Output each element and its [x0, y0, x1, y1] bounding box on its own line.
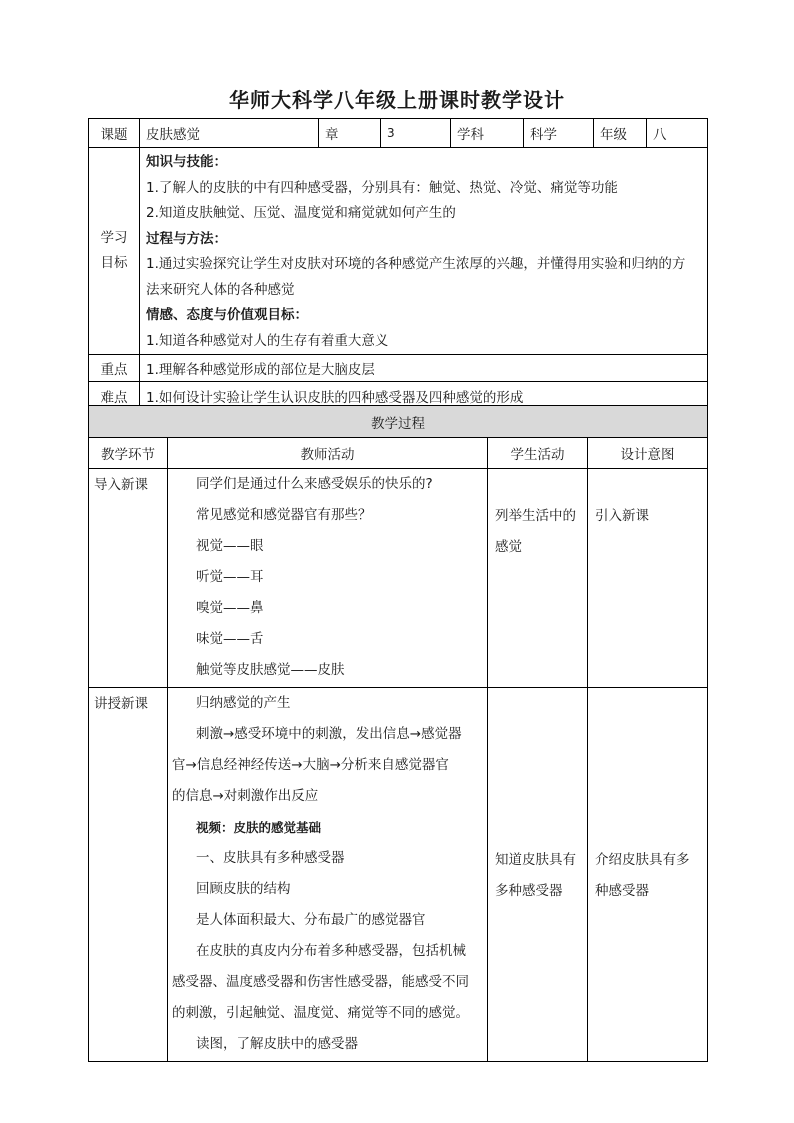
teaching-process-table	[88, 405, 708, 1062]
knowledge-heading: 知识与技能：	[146, 154, 227, 170]
lecture-line: 一、皮肤具有多种感受器	[196, 850, 345, 866]
col-student-header: 学生活动	[488, 438, 588, 469]
lecture-stage: 讲授新课	[89, 688, 168, 1062]
lecture-row	[89, 688, 708, 1062]
process-banner: 教学过程	[89, 406, 708, 438]
document-title: 华师大科学八年级上册课时教学设计	[229, 88, 565, 112]
col-teacher-header: 教师活动	[168, 438, 488, 469]
lecture-intent-line: 介绍皮肤具有多	[595, 852, 690, 868]
lecture-line: 的信息→对刺激作出反应	[172, 788, 319, 804]
lecture-line: 感受器、温度感受器和伤害性感受器，能感受不同	[172, 974, 469, 990]
lecture-line: 刺激→感受环境中的刺激，发出信息→感觉器	[196, 726, 462, 742]
process-header-row	[89, 438, 708, 469]
intro-design-intent	[588, 469, 708, 688]
goals-label: 学习目标	[89, 148, 140, 355]
intro-line: 味觉——舌	[196, 631, 264, 647]
grade-label: 年级	[594, 119, 647, 148]
chapter-value: 3	[381, 119, 451, 148]
lecture-teacher-activity	[168, 688, 488, 1062]
intro-line: 同学们是通过什么来感受娱乐的快乐的?	[196, 476, 433, 492]
intro-student-activity	[488, 469, 588, 688]
intro-row	[89, 469, 708, 688]
lecture-line: 回顾皮肤的结构	[196, 881, 291, 897]
intro-line: 视觉——眼	[196, 538, 264, 554]
lecture-line: 官→信息经神经传送→大脑→分析来自感觉器官	[172, 757, 449, 773]
lecture-line: 的刺激，引起触觉、温度觉、痛觉等不同的感觉。	[172, 1005, 469, 1021]
col-intent-header: 设计意图	[588, 438, 708, 469]
topic-value: 皮肤感觉	[140, 119, 319, 148]
difficulty-label: 难点	[89, 382, 140, 410]
lecture-student-activity	[488, 688, 588, 1062]
process-banner-row	[89, 406, 708, 438]
lecture-line: 归纳感觉的产生	[196, 695, 291, 711]
emotion-item-1: 1.知道各种感觉对人的生存有着重大意义	[146, 332, 389, 349]
process-heading: 过程与方法：	[146, 230, 227, 247]
intro-student-line: 感觉	[495, 539, 522, 555]
lecture-student-line: 多种感受器	[495, 883, 563, 899]
subject-label: 学科	[451, 119, 524, 148]
intro-line: 嗅觉——鼻	[196, 600, 264, 616]
header-row	[89, 119, 708, 148]
topic-label: 课题	[89, 119, 140, 148]
key-point-label: 重点	[89, 355, 140, 382]
intro-teacher-activity	[168, 469, 488, 688]
lecture-design-intent	[588, 688, 708, 1062]
col-stage-header: 教学环节	[89, 438, 168, 469]
knowledge-item-1: 1.了解人的皮肤的中有四种感受器，分别具有：触觉、热觉、冷觉、痛觉等功能	[146, 179, 618, 196]
intro-student-line: 列举生活中的	[495, 508, 576, 524]
key-point-row	[89, 355, 708, 382]
difficulty-text: 1.如何设计实验让学生认识皮肤的四种感受器及四种感觉的形成	[140, 382, 708, 410]
knowledge-item-2: 2.知道皮肤触觉、压觉、温度觉和痛觉就如何产生的	[146, 205, 456, 221]
lecture-line: 是人体面积最大、分布最广的感觉器官	[196, 912, 426, 928]
lecture-student-line: 知道皮肤具有	[495, 852, 576, 868]
intro-intent-line: 引入新课	[595, 508, 649, 524]
key-point-text: 1.理解各种感觉形成的部位是大脑皮层	[140, 355, 708, 382]
intro-line: 触觉等皮肤感觉——皮肤	[196, 662, 345, 678]
grade-value: 八	[647, 119, 708, 148]
lecture-intent-line: 种感受器	[595, 883, 649, 899]
emotion-heading: 情感、态度与价值观目标：	[146, 307, 308, 323]
lesson-info-table	[88, 118, 708, 410]
intro-line: 常见感觉和感觉器官有那些？	[196, 507, 372, 523]
goals-row	[89, 148, 708, 355]
goals-content	[140, 148, 708, 355]
process-item-1: 1.通过实验探究让学生对皮肤对环境的各种感觉产生浓厚的兴趣，并懂得用实验和归纳的方法来研究人体的各种感觉	[146, 256, 686, 298]
lecture-video-line: 视频：皮肤的感觉基础	[196, 820, 322, 835]
subject-value: 科学	[524, 119, 594, 148]
chapter-label: 章	[319, 119, 381, 148]
lecture-line: 在皮肤的真皮内分布着多种感受器，包括机械	[196, 943, 466, 959]
lecture-line: 读图，了解皮肤中的感受器	[196, 1036, 358, 1052]
intro-stage: 导入新课	[89, 469, 168, 688]
intro-line: 听觉——耳	[196, 569, 264, 585]
